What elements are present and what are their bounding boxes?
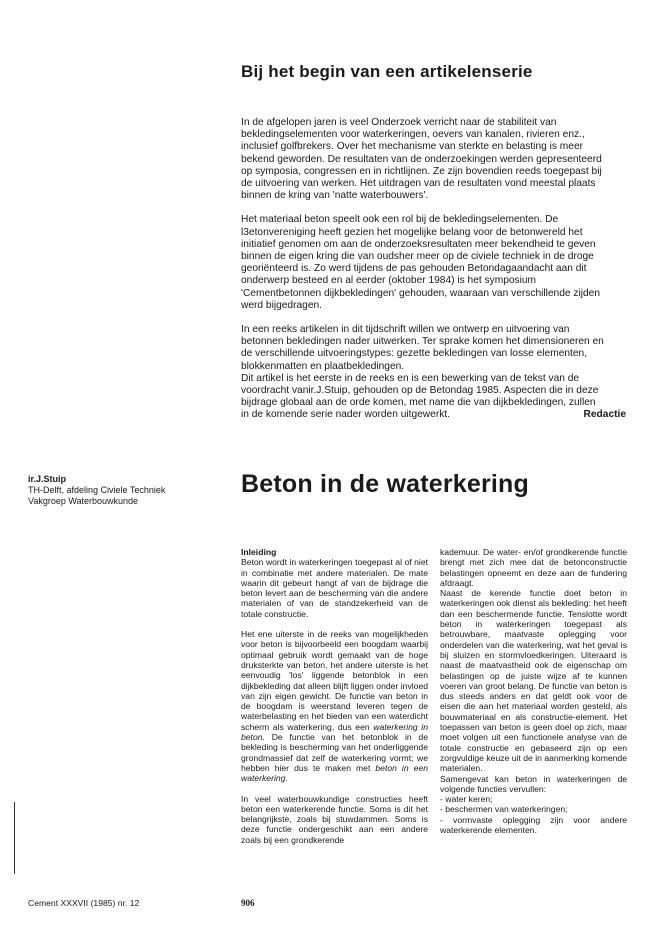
column2-paragraph-1: kademuur. De water- en/of grondkerende functie brengt met zich mee dat de betonconstructie belastingen opneemt en deze aan de fundering afdraagt. [440,547,627,588]
text-column-1 [241,547,428,855]
author-affiliation-1: TH-Delft, afdeling Civiele Techniek [28,485,166,495]
list-item: - water keren; [440,794,493,805]
author-block [28,474,228,507]
intro-paragraph-1: In de afgelopen jaren is veel Onderzoek verricht naar de stabiliteit van bekledingselementen voor waterkeringen, oevers van kanalen, rivieren enz., inclusief golfbrekers. Over het mechanisme van sterkte en belasting is meer bekend geworden. De resultaten van de onderzoekingen werden gepresenteerd op symposia, congressen en in richtlijnen. Ze zijn bovendien reeds toegepast bij de uitvoering van werken. Het uitdragen van de resultaten vond meestal plaats binnen de kring van 'natte waterbouwers'. [241,117,602,202]
intro-paragraph-3-wrapper [241,324,626,422]
list-item: - vormvaste oplegging zijn voor andere waterkerende elementen. [440,814,627,836]
column1-paragraph-1 [241,547,428,619]
column1-paragraph-3: In veel waterbouwkundige constructies heeft beton een waterkerende functie. Soms is dit het belangrijkste, zoals bij stuwdammen. Soms is deze functie ondergeschikt aan een andere zoals bij een grondkerende [241,793,428,845]
editorial-intro [241,117,626,434]
column1-italic-2: beton in een waterkering. [241,762,428,784]
column2-paragraph-2: Naast de kerende functie doet beton in waterkeringen ook dienst als bekleding: het heeft dan een beschermende functie. Tenslotte wordt beton in waterkeringen toegepast als betrouwbare, maatvaste oplegging voor onderdelen van die waterkering, wat het geval is bij sluizen en stormvloedkeringen. Uiteraard is naast de maatvastheid ook de eigenschap om belastingen op de juiste wijze af te kunnen voeren van groot belang. De functie van beton is dus steeds anders en dat geldt ook voor de eisen die aan het materiaal worden gesteld, als bouwmateriaal en als constructie-element. Het toepassen van beton is geen doel op zich, maar moet volgen uit een functionele analyse van de totale constructie en gebaseerd zijn op een zorgvuldige keuze uit de in aanmerking komende materialen. [440,588,627,774]
author-name: ir.J.Stuip [28,474,67,484]
column2-paragraph-3: Samengevat kan beton in waterkeringen de volgende functies vervullen: [440,773,627,794]
editorial-signature: Redactie [583,409,626,421]
column1-text-1: Beton wordt in waterkeringen toegepast al of niet in combinatie met andere materialen. De mate waarin dit gebeurt hangt af van de bijdrage die beton levert aan de bescherming van die andere materialen of van de standzekerheid van de totale constructie. [241,557,428,619]
intro-paragraph-2: Het materiaal beton speelt ook een rol bij de bekledingselementen. De l3etonvereniging heeft gezien het mogelijke belang voor de betonwereld het initiatief genomen om aan de onderzoeksresultaten meer bekendheid te geven binnen de eigen kring die van oudsher meer op de civiele techniek in de droge georiënteerd is. Zo werd tijdens de pas gehouden Betondagaandacht aan dit onderwerp besteed en al eerder (oktober 1984) is het symposium 'Cementbetonnen dijkbekledingen' gehouden, waaraan van verschillende zijden werd bijgedragen. [241,214,601,311]
text-column-2 [440,547,627,835]
series-title: Bij het begin van een artikelenserie [241,62,533,81]
functions-list [440,794,627,835]
journal-footer: Cement XXXVII (1985) nr. 12 [28,898,140,908]
intro-paragraph-3: In een reeks artikelen in dit tijdschrift willen we ontwerp en uitvoering van betonnen bekledingen nader uitwerken. Ter sprake komen het dimensioneren en de verschillende uitvoeringstypes: gezette bekledingen van losse elementen, blokkenmatten en plaatbekledingen. Dit artikel is het eerste in de reeks en is een bewerking van de tekst van de voordracht vanir.J.Stuip, gehouden op de Betondag 1985. Aspecten die in deze bijdrage globaal aan de orde komen, met name die van dijkbekledingen, zullen in de komende serie nader worden uitgewerkt. [241,324,604,421]
column1-paragraph-2 [241,629,428,783]
article-title: Beton in de waterkering [241,470,529,498]
section-heading: Inleiding [241,547,277,557]
margin-rule [14,802,15,874]
column1-text-2: Het ene uiterste in de reeks van mogelijkheden voor beton is bijvoorbeeld een boogdam waarbij optimaal gebruik wordt gemaakt van de hoge druksterkte van beton, het andere uiterste is het eenvoudig 'los' liggende betonblok in een dijkbekleding dat alleen blijft liggen onder invloed van zijn eigen gewicht. De functie van beton in de boogdam is weerstand leveren tegen de waterbelasting en het bieden van een waterdicht scherm als waterkering, dus een [241,629,428,732]
column1-text-2b: De functie van het betonblok in de bekleding is bescherming van het onderliggende grondmassief dat zelf de waterkering vormt; we hebben hier dus te maken met [241,732,428,773]
list-item: - beschermen van waterkeringen; [440,804,568,815]
page-number: 906 [241,898,255,908]
author-affiliation-2: Vakgroep Waterbouwkunde [28,496,139,506]
column1-italic-1: waterkering in beton. [241,721,428,743]
